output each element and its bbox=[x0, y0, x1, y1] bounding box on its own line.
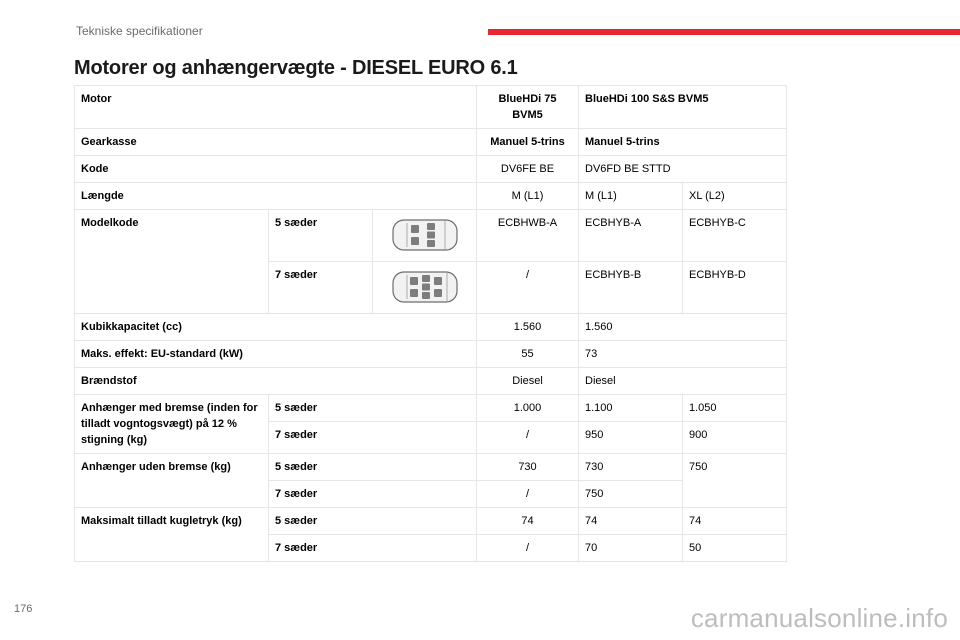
row-label: Motor bbox=[75, 86, 477, 129]
table-row-anh-med-5 bbox=[75, 395, 787, 422]
table-cell: 730 bbox=[579, 454, 683, 481]
table-cell: DV6FE BE bbox=[477, 156, 579, 183]
table-row-braendstof bbox=[75, 368, 787, 395]
table-cell: 730 bbox=[477, 454, 579, 481]
table-cell: 74 bbox=[683, 508, 787, 535]
table-cell: 900 bbox=[683, 422, 787, 454]
row-label: Anhænger uden bremse (kg) bbox=[75, 454, 269, 508]
table-cell: ECBHYB-B bbox=[579, 262, 683, 314]
seats-label: 7 sæder bbox=[269, 535, 477, 562]
table-cell: M (L1) bbox=[477, 183, 579, 210]
table-cell: 750 bbox=[579, 481, 683, 508]
seats-label: 5 sæder bbox=[269, 395, 477, 422]
row-label: Gearkasse bbox=[75, 129, 477, 156]
table-row-effekt bbox=[75, 341, 787, 368]
seats-label: 7 sæder bbox=[269, 481, 477, 508]
row-label: Modelkode bbox=[75, 210, 269, 314]
seats-label: 7 sæder bbox=[269, 422, 477, 454]
engine-spec-table bbox=[74, 85, 787, 562]
header-accent-bar bbox=[488, 29, 960, 35]
row-label: Længde bbox=[75, 183, 477, 210]
table-row-motor bbox=[75, 86, 787, 129]
row-label: Kubikkapacitet (cc) bbox=[75, 314, 477, 341]
table-row-kugletryk-5 bbox=[75, 508, 787, 535]
table-cell: / bbox=[477, 535, 579, 562]
table-cell: ECBHYB-A bbox=[579, 210, 683, 262]
seats-label: 5 sæder bbox=[269, 508, 477, 535]
table-cell: Diesel bbox=[579, 368, 787, 395]
table-cell: ECBHYB-D bbox=[683, 262, 787, 314]
row-label: Brændstof bbox=[75, 368, 477, 395]
engine-header-cell: BlueHDi 75 BVM5 bbox=[477, 86, 579, 129]
seat-layout-cell bbox=[373, 210, 477, 262]
van-7-seat-layout-icon bbox=[379, 269, 470, 305]
watermark-text: carmanualsonline.info bbox=[690, 603, 948, 633]
seats-label: 5 sæder bbox=[269, 210, 373, 262]
seats-label: 5 sæder bbox=[269, 454, 477, 481]
table-row-kode bbox=[75, 156, 787, 183]
seats-label: 7 sæder bbox=[269, 262, 373, 314]
page-number: 176 bbox=[14, 603, 33, 615]
table-cell: 74 bbox=[477, 508, 579, 535]
table-cell: 1.050 bbox=[683, 395, 787, 422]
table-row-kubik bbox=[75, 314, 787, 341]
section-title: Tekniske specifikationer bbox=[76, 24, 203, 38]
table-cell: 950 bbox=[579, 422, 683, 454]
table-cell: / bbox=[477, 422, 579, 454]
table-cell: Diesel bbox=[477, 368, 579, 395]
row-label: Maks. effekt: EU-standard (kW) bbox=[75, 341, 477, 368]
table-row-modelkode-5 bbox=[75, 210, 787, 262]
table-cell: 1.100 bbox=[579, 395, 683, 422]
table-row-gearkasse bbox=[75, 129, 787, 156]
table-cell: 1.000 bbox=[477, 395, 579, 422]
table-cell: 750 bbox=[683, 454, 787, 508]
row-label: Kode bbox=[75, 156, 477, 183]
table-cell: M (L1) bbox=[579, 183, 683, 210]
table-cell: 73 bbox=[579, 341, 787, 368]
table-cell: ECBHYB-C bbox=[683, 210, 787, 262]
table-cell: XL (L2) bbox=[683, 183, 787, 210]
table-row-anh-uden-5 bbox=[75, 454, 787, 481]
van-5-seat-layout-icon bbox=[379, 217, 470, 253]
table-cell: DV6FD BE STTD bbox=[579, 156, 787, 183]
table-cell: / bbox=[477, 481, 579, 508]
table-cell: Manuel 5-trins bbox=[579, 129, 787, 156]
seat-layout-cell bbox=[373, 262, 477, 314]
table-cell: 1.560 bbox=[477, 314, 579, 341]
table-cell: Manuel 5-trins bbox=[477, 129, 579, 156]
row-label: Anhænger med bremse (inden for tilladt vogntogsvægt) på 12 % stigning (kg) bbox=[75, 395, 269, 454]
table-row-laengde bbox=[75, 183, 787, 210]
page-title: Motorer og anhængervægte - DIESEL EURO 6.1 bbox=[74, 57, 518, 79]
table-cell: / bbox=[477, 262, 579, 314]
table-cell: ECBHWB-A bbox=[477, 210, 579, 262]
table-cell: 74 bbox=[579, 508, 683, 535]
row-label: Maksimalt tilladt kugletryk (kg) bbox=[75, 508, 269, 562]
table-cell: 1.560 bbox=[579, 314, 787, 341]
table-cell: 70 bbox=[579, 535, 683, 562]
table-cell: 55 bbox=[477, 341, 579, 368]
table-cell: 50 bbox=[683, 535, 787, 562]
engine-header-cell: BlueHDi 100 S&S BVM5 bbox=[579, 86, 787, 129]
